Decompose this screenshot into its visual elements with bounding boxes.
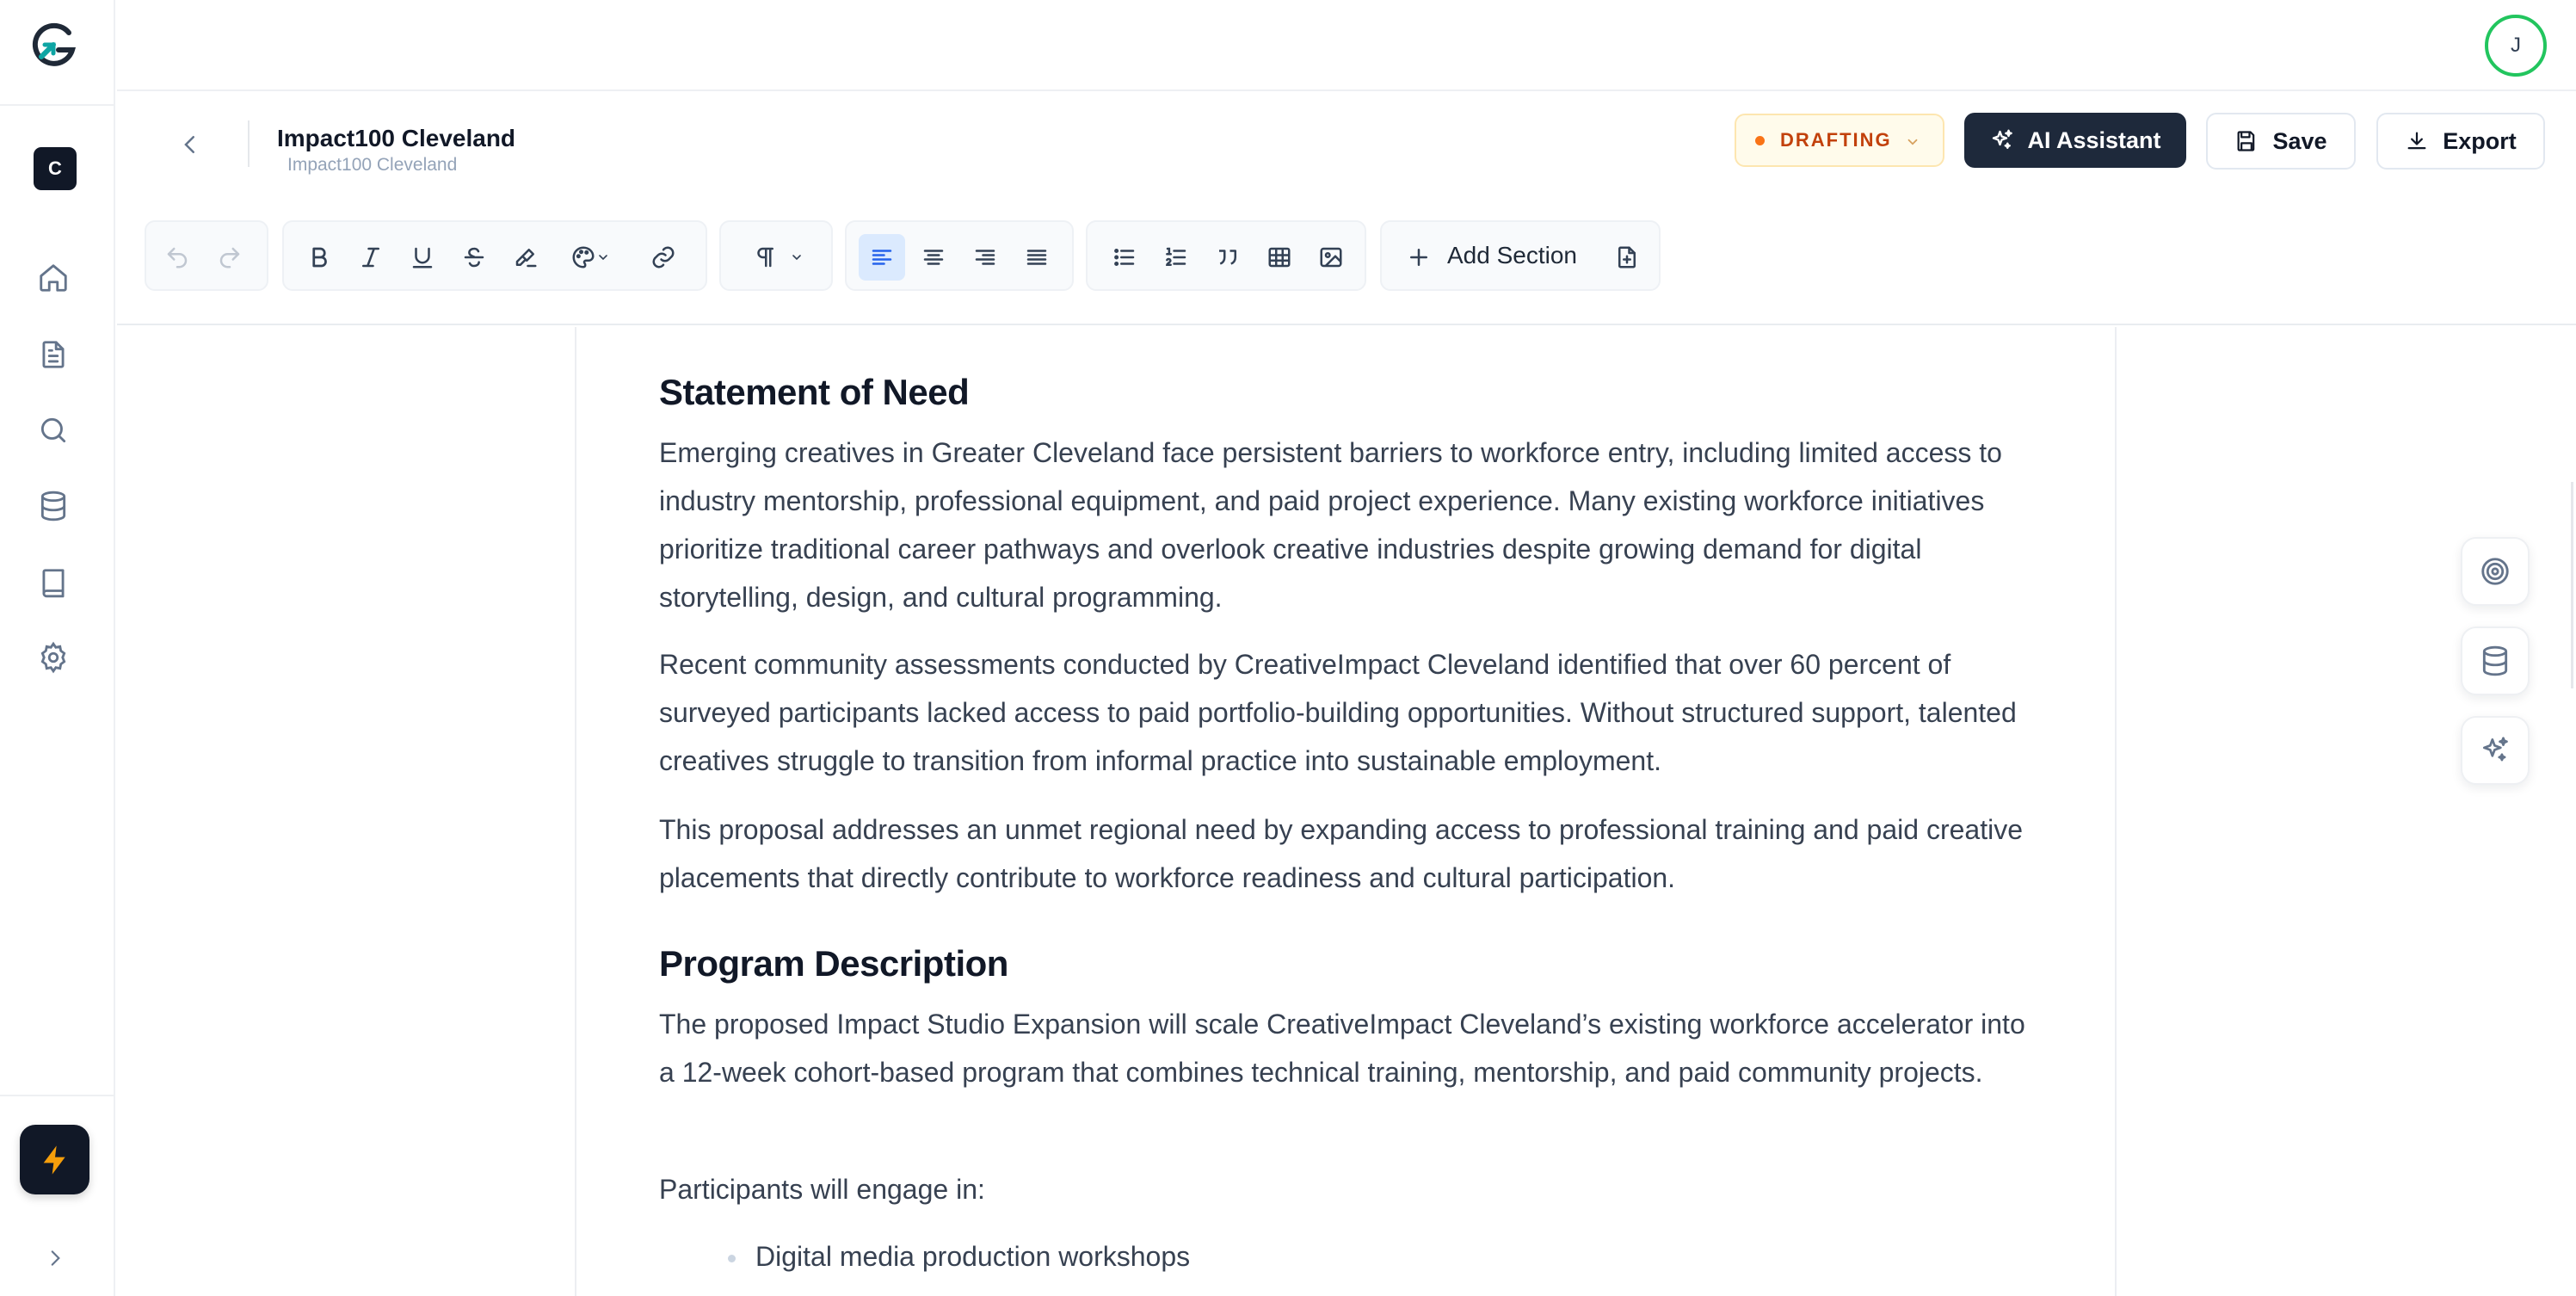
blockquote-button[interactable] <box>1205 234 1251 281</box>
underline-icon <box>410 244 435 270</box>
book-icon <box>37 566 70 599</box>
sidebar-item-search[interactable] <box>31 408 76 453</box>
user-avatar[interactable]: J <box>2485 15 2547 77</box>
toolbar-group-history <box>145 220 268 291</box>
section-heading-program: Program Description <box>659 943 1008 984</box>
highlight-button[interactable] <box>502 234 549 281</box>
header-separator <box>248 120 250 167</box>
save-label: Save <box>2272 127 2327 154</box>
status-dot <box>1755 136 1765 145</box>
export-button[interactable] <box>2376 113 2545 170</box>
bullet-list-button[interactable] <box>1101 234 1148 281</box>
sparkles-icon <box>1989 127 2015 153</box>
gear-icon <box>37 641 70 674</box>
back-button[interactable] <box>169 123 212 166</box>
text-color-dropdown[interactable] <box>558 234 623 281</box>
download-icon <box>2405 129 2429 153</box>
italic-icon <box>358 244 384 270</box>
database-icon <box>2479 645 2511 677</box>
sidebar-divider <box>0 1095 115 1096</box>
chevron-down-icon <box>790 250 804 264</box>
paragraph-style-dropdown[interactable] <box>736 234 819 281</box>
save-button[interactable] <box>2206 113 2356 170</box>
align-center-button[interactable] <box>910 234 957 281</box>
align-right-button[interactable] <box>962 234 1008 281</box>
export-label: Export <box>2443 127 2517 154</box>
status-label: DRAFTING <box>1780 129 1892 151</box>
database-icon <box>37 490 70 522</box>
chevron-right-icon <box>44 1247 66 1269</box>
undo-button[interactable] <box>154 234 200 281</box>
align-left-icon <box>869 244 895 270</box>
goals-panel-button[interactable] <box>2461 537 2530 606</box>
sidebar-item-library[interactable] <box>31 560 76 605</box>
chevron-down-icon <box>1905 134 1920 150</box>
status-dropdown[interactable] <box>1735 114 1944 167</box>
lightning-icon <box>38 1143 72 1177</box>
toolbar-group-paragraph <box>719 220 833 291</box>
sidebar-divider <box>0 104 115 106</box>
paragraph: Recent community assessments conducted by CreativeImpact Cleveland identified that over 60 percent of surveyed participants lacked access to paid portfolio-building opportunities. Without structured support, talented creatives struggle to transition from informal practice into sustainable employment. <box>659 649 2017 776</box>
home-icon <box>37 262 70 294</box>
numbered-list-button[interactable] <box>1153 234 1199 281</box>
align-center-icon <box>921 244 946 270</box>
bullet-marker <box>728 1255 736 1262</box>
document-icon <box>37 338 70 371</box>
strikethrough-icon <box>461 244 487 270</box>
insert-file-button[interactable] <box>1604 234 1650 281</box>
file-plus-icon <box>1614 244 1640 270</box>
bold-icon <box>306 244 332 270</box>
paragraph: This proposal addresses an unmet regional need by expanding access to professional training and paid creative placements that directly contribute to workforce readiness and cultural participation. <box>659 814 2023 893</box>
sidebar-item-home[interactable] <box>31 256 76 300</box>
link-button[interactable] <box>640 234 687 281</box>
search-icon <box>37 414 70 447</box>
list-item: Digital media production workshops <box>755 1241 1191 1272</box>
link-icon <box>650 244 676 270</box>
chevron-down-icon <box>596 250 610 264</box>
sparkles-icon <box>2479 734 2511 767</box>
org-badge[interactable]: C <box>34 147 77 190</box>
bullet-list-icon <box>1112 244 1137 270</box>
undo-icon <box>164 244 190 270</box>
top-bar <box>117 0 2576 91</box>
underline-button[interactable] <box>399 234 446 281</box>
sidebar-expand-button[interactable] <box>40 1243 71 1274</box>
app-logo-icon[interactable] <box>29 19 81 71</box>
strikethrough-button[interactable] <box>451 234 497 281</box>
sidebar-item-settings[interactable] <box>31 635 76 680</box>
highlighter-icon <box>513 244 539 270</box>
align-justify-button[interactable] <box>1014 234 1060 281</box>
sidebar-item-database[interactable] <box>31 484 76 528</box>
toolbar-group-format <box>282 220 707 291</box>
paragraph: Emerging creatives in Greater Cleveland face persistent barriers to workforce entry, including limited access to industry mentorship, professional equipment, and paid project experience. Many existing workforce initiatives prioritize traditional career pathways and overlook creative industries despite growing demand for digital storytelling, design, and cultural programming. <box>659 437 2002 613</box>
paragraph: Participants will engage in: <box>659 1174 985 1205</box>
align-justify-icon <box>1024 244 1050 270</box>
table-icon <box>1266 244 1292 270</box>
quick-action-button[interactable] <box>20 1125 89 1194</box>
bold-button[interactable] <box>296 234 342 281</box>
toolbar-group-blocks <box>1086 220 1366 291</box>
document-page[interactable] <box>575 327 2117 1296</box>
insert-table-button[interactable] <box>1256 234 1303 281</box>
toolbar-group-alignment <box>845 220 1074 291</box>
pilcrow-icon <box>752 244 778 270</box>
insert-image-button[interactable] <box>1308 234 1354 281</box>
sidebar-item-documents[interactable] <box>31 332 76 377</box>
sidebar <box>0 0 115 1296</box>
section-heading-need: Statement of Need <box>659 372 970 412</box>
image-icon <box>1318 244 1344 270</box>
plus-icon <box>1406 244 1432 270</box>
paragraph: The proposed Impact Studio Expansion will scale CreativeImpact Cleveland’s existing workforce accelerator into a 12-week cohort-based program that combines technical training, mentorship, and paid community projects. <box>659 1009 2025 1088</box>
palette-icon <box>570 244 596 270</box>
data-panel-button[interactable] <box>2461 626 2530 695</box>
align-right-icon <box>972 244 998 270</box>
align-left-button[interactable] <box>859 234 905 281</box>
target-icon <box>2479 555 2511 588</box>
add-section-label: Add Section <box>1447 242 1577 268</box>
redo-icon <box>217 244 243 270</box>
numbered-list-icon <box>1163 244 1189 270</box>
document-title: Impact100 Cleveland <box>277 125 516 151</box>
ai-assistant-label: AI Assistant <box>2027 127 2161 153</box>
ai-panel-button[interactable] <box>2461 716 2530 785</box>
quote-icon <box>1215 244 1241 270</box>
redo-button[interactable] <box>206 234 253 281</box>
ai-assistant-button[interactable] <box>1964 113 2186 168</box>
chevron-left-icon <box>177 132 203 157</box>
scroll-edge <box>2571 482 2573 688</box>
save-icon <box>2234 129 2259 153</box>
italic-button[interactable] <box>348 234 394 281</box>
document-subtitle: Impact100 Cleveland <box>287 155 458 175</box>
